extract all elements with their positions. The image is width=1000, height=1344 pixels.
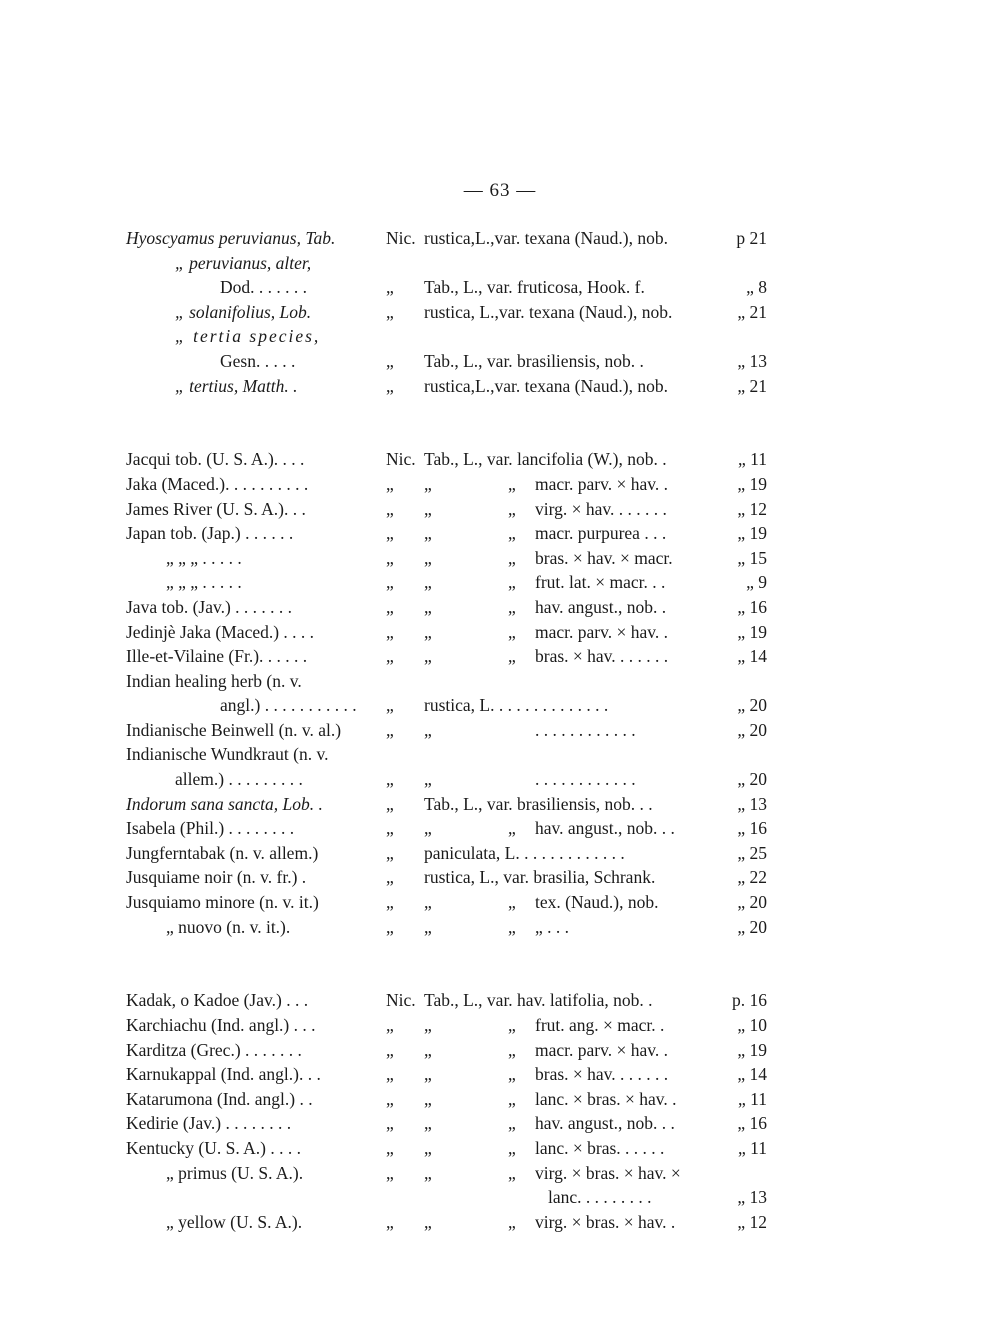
entry-genus: „	[386, 572, 394, 593]
entry-name: allem.) . . . . . . . . .	[175, 769, 303, 790]
entry-genus: „	[386, 473, 394, 494]
entry-name: „ yellow (U. S. A.).	[166, 1211, 303, 1232]
entry-species-ditto: „	[424, 769, 432, 790]
entry-species: Tab., L., var. brasiliensis, nob. . .	[424, 793, 653, 814]
index-entry	[0, 570, 1000, 595]
entry-name: Dod. . . . . . .	[220, 277, 308, 298]
entry-page: „ 19	[737, 1039, 767, 1060]
index-entry	[0, 497, 1000, 522]
entry-name: Ille-et-Vilaine (Fr.). . . . . .	[126, 646, 308, 667]
entry-page: „ 11	[738, 449, 767, 470]
entry-page: „ 8	[746, 277, 767, 298]
entry-variety-ditto: „	[508, 1039, 516, 1060]
entry-variety-ditto: „	[508, 596, 516, 617]
entry-variety: hav. angust., nob. .	[535, 596, 667, 617]
entry-species-ditto: „	[424, 646, 432, 667]
entry-variety-ditto: „	[508, 523, 516, 544]
entry-variety: tex. (Naud.), nob.	[535, 892, 659, 913]
entry-variety-ditto: „	[508, 1088, 516, 1109]
index-entry	[0, 1013, 1000, 1038]
index-entry	[0, 447, 1000, 472]
entry-name: Kentucky (U. S. A.) . . . .	[126, 1137, 301, 1158]
index-entry	[0, 792, 1000, 817]
entry-species-ditto: „	[424, 473, 432, 494]
entry-name: „ solanifolius, Lob.	[175, 301, 312, 322]
entry-variety-continued: lanc. . . . . . . . .	[548, 1187, 652, 1208]
index-entry	[0, 742, 1000, 767]
entry-name: Karnukappal (Ind. angl.). . .	[126, 1064, 321, 1085]
entry-species-ditto: „	[424, 1015, 432, 1035]
entry-page: „ 20	[737, 892, 767, 913]
entry-genus: „	[386, 818, 394, 839]
index-entry	[0, 816, 1000, 841]
entry-variety: bras. × hav. . . . . . .	[535, 646, 669, 667]
entry-genus: „	[386, 719, 394, 740]
entry-name: Katarumona (Ind. angl.) . .	[126, 1088, 313, 1109]
entry-species: rustica,L.,var. texana (Naud.), nob.	[424, 228, 668, 248]
section-gap	[0, 964, 1000, 989]
entry-variety: hav. angust., nob. . .	[535, 1113, 675, 1134]
index-entry	[0, 1185, 1000, 1210]
index-entry	[0, 1111, 1000, 1136]
entry-name: Jusquiame noir (n. v. fr.) .	[126, 867, 307, 888]
entry-page: „ 15	[737, 547, 767, 568]
index-entry	[0, 669, 1000, 694]
section-gap	[0, 398, 1000, 423]
entry-name: Indian healing herb (n. v.	[126, 670, 302, 691]
index-entry	[0, 1136, 1000, 1161]
entry-genus: Nic.	[386, 449, 416, 470]
entry-page: „ 19	[737, 523, 767, 544]
entry-species-ditto: „	[424, 1064, 432, 1085]
entry-name: Karchiachu (Ind. angl.) . . .	[126, 1015, 316, 1035]
entry-genus: „	[386, 695, 394, 716]
entry-name: Indianische Beinwell (n. v. al.)	[126, 719, 342, 740]
entry-variety-ditto: „	[508, 1162, 516, 1183]
entry-genus: Nic.	[386, 990, 416, 1011]
entry-variety: hav. angust., nob. . .	[535, 818, 675, 839]
entry-variety-ditto: „	[508, 1064, 516, 1085]
entry-page: „ 16	[737, 1113, 767, 1134]
entry-genus: „	[386, 769, 394, 790]
entry-species: rustica, L.,var. texana (Naud.), nob.	[424, 301, 673, 322]
entry-page: „ 19	[737, 621, 767, 642]
entry-variety-ditto: „	[508, 1137, 516, 1158]
entry-genus: „	[386, 1064, 394, 1085]
entry-genus: „	[386, 350, 394, 371]
entry-name: „ nuovo (n. v. it.).	[166, 916, 291, 937]
index-entry	[0, 1161, 1000, 1186]
index-entry	[0, 1087, 1000, 1112]
index-entry	[0, 890, 1000, 915]
entry-page: „ 19	[737, 473, 767, 494]
entry-genus: „	[386, 1088, 394, 1109]
entry-variety-ditto: „	[508, 892, 516, 913]
entry-page: „ 11	[738, 1088, 767, 1109]
entry-species-ditto: „	[424, 818, 432, 839]
entry-genus: „	[386, 301, 394, 322]
entry-name: Indorum sana sancta, Lob. .	[126, 793, 323, 814]
entry-genus: „	[386, 842, 394, 863]
entry-variety-ditto: „	[508, 818, 516, 839]
entry-species-ditto: „	[424, 572, 432, 593]
entry-species: Tab., L., var. hav. latifolia, nob. .	[424, 990, 653, 1011]
entry-genus: „	[386, 646, 394, 667]
entry-genus: „	[386, 892, 394, 913]
index-entry	[0, 1210, 1000, 1235]
entry-variety-ditto: „	[508, 572, 516, 593]
entry-page: „ 20	[737, 769, 767, 790]
entry-species-ditto: „	[424, 596, 432, 617]
entry-species-ditto: „	[424, 621, 432, 642]
index-entry	[0, 718, 1000, 743]
entry-name: Isabela (Phil.) . . . . . . . .	[126, 818, 295, 839]
entry-species-ditto: „	[424, 1211, 432, 1232]
entry-name: James River (U. S. A.). . .	[126, 498, 306, 519]
entry-name: Jedinjè Jaka (Maced.) . . . .	[126, 621, 315, 642]
entry-name: Kadak, o Kadoe (Jav.) . . .	[126, 990, 309, 1011]
entry-genus: „	[386, 1039, 394, 1060]
index-entry	[0, 767, 1000, 792]
entry-species: Tab., L., var. brasiliensis, nob. .	[424, 350, 644, 371]
entry-name: Java tob. (Jav.) . . . . . . .	[126, 596, 293, 617]
entry-page: „ 13	[737, 1187, 767, 1208]
entry-species-ditto: „	[424, 1113, 432, 1134]
entry-variety-ditto: „	[508, 1113, 516, 1134]
entry-page: „ 20	[737, 719, 767, 740]
index-entry	[0, 1038, 1000, 1063]
entry-genus: „	[386, 1113, 394, 1134]
index-entry	[0, 620, 1000, 645]
index-entry	[0, 546, 1000, 571]
index-entry	[0, 324, 1000, 349]
index-entry	[0, 300, 1000, 325]
entry-variety: lanc. × bras. . . . . .	[535, 1137, 665, 1158]
entry-genus: Nic.	[386, 228, 416, 248]
entry-variety: virg. × bras. × hav. .	[535, 1211, 676, 1232]
entry-page: „ 12	[737, 498, 767, 519]
entry-genus: „	[386, 1211, 394, 1232]
entry-page: „ 20	[737, 916, 767, 937]
entry-genus: „	[386, 621, 394, 642]
entry-page: „ 9	[746, 572, 767, 593]
entry-name: Jungferntabak (n. v. allem.)	[126, 842, 319, 863]
entry-variety-ditto: „	[508, 473, 516, 494]
entry-genus: „	[386, 375, 394, 396]
entry-variety: macr. parv. × hav. .	[535, 1039, 668, 1060]
entry-name: Kedirie (Jav.) . . . . . . . .	[126, 1113, 292, 1134]
entry-page: p 21	[736, 228, 767, 248]
entry-variety-ditto: „	[508, 621, 516, 642]
index-entry	[0, 595, 1000, 620]
entry-name: „ tertia species,	[175, 326, 321, 347]
entry-variety: virg. × bras. × hav. ×	[535, 1162, 681, 1183]
entry-variety: . . . . . . . . . . . .	[535, 719, 636, 740]
index-entry	[0, 988, 1000, 1013]
entry-genus: „	[386, 1015, 394, 1035]
entry-species-ditto: „	[424, 498, 432, 519]
index-entry	[0, 374, 1000, 399]
entry-species: rustica, L. . . . . . . . . . . . . .	[424, 695, 609, 716]
index-entry	[0, 865, 1000, 890]
entry-variety: macr. purpurea . . .	[535, 523, 667, 544]
entry-variety-ditto: „	[508, 1211, 516, 1232]
entry-name: Jusquiamo minore (n. v. it.)	[126, 892, 319, 913]
entry-page: „ 25	[737, 842, 767, 863]
section-gap	[0, 939, 1000, 964]
entry-species-ditto: „	[424, 1162, 432, 1183]
entry-page: „ 21	[737, 301, 767, 322]
entry-name: „ „ „ . . . . .	[166, 547, 242, 568]
entry-species: Tab., L., var. fruticosa, Hook. f.	[424, 277, 645, 298]
entry-species: Tab., L., var. lancifolia (W.), nob. .	[424, 449, 667, 470]
page-number: — 63 —	[463, 180, 537, 201]
index-entry	[0, 349, 1000, 374]
entry-genus: „	[386, 498, 394, 519]
entry-name: „ primus (U. S. A.).	[166, 1162, 304, 1183]
entry-species-ditto: „	[424, 547, 432, 568]
entry-variety: „ . . .	[535, 916, 570, 937]
entry-genus: „	[386, 793, 394, 814]
entry-variety-ditto: „	[508, 547, 516, 568]
entry-species-ditto: „	[424, 1039, 432, 1060]
index-entry	[0, 226, 1000, 251]
entry-genus: „	[386, 277, 394, 298]
entry-species-ditto: „	[424, 1137, 432, 1158]
index-entry	[0, 251, 1000, 276]
entry-variety: lanc. × bras. × hav. .	[535, 1088, 677, 1109]
entry-name: Jaka (Maced.). . . . . . . . . .	[126, 473, 309, 494]
index-entry	[0, 693, 1000, 718]
entry-page: „ 21	[737, 375, 767, 396]
entry-page: „ 14	[737, 1064, 767, 1085]
entry-variety: frut. lat. × macr. . .	[535, 572, 666, 593]
entry-page: „ 16	[737, 818, 767, 839]
entry-genus: „	[386, 867, 394, 888]
entry-species-ditto: „	[424, 892, 432, 913]
entry-genus: „	[386, 547, 394, 568]
entry-species: rustica, L., var. brasilia, Schrank.	[424, 867, 656, 888]
entry-page: „ 22	[737, 867, 767, 888]
entry-name: Gesn. . . . .	[220, 350, 296, 371]
entry-genus: „	[386, 523, 394, 544]
entry-variety: frut. ang. × macr. .	[535, 1015, 665, 1035]
entry-variety-ditto: „	[508, 1015, 516, 1035]
entry-species-ditto: „	[424, 1088, 432, 1109]
entry-name: Japan tob. (Jap.) . . . . . .	[126, 523, 294, 544]
index-entry	[0, 275, 1000, 300]
index-list	[0, 226, 1000, 1234]
entry-page: „ 11	[738, 1137, 767, 1158]
entry-name: „ tertius, Matth. .	[175, 375, 298, 396]
entry-page: „ 13	[737, 793, 767, 814]
entry-species-ditto: „	[424, 523, 432, 544]
entry-species: rustica,L.,var. texana (Naud.), nob.	[424, 375, 668, 396]
entry-variety: bras. × hav. × macr.	[535, 547, 673, 568]
index-entry	[0, 521, 1000, 546]
section-gap	[0, 423, 1000, 448]
entry-variety: bras. × hav. . . . . . .	[535, 1064, 669, 1085]
entry-variety-ditto: „	[508, 498, 516, 519]
index-entry	[0, 644, 1000, 669]
entry-genus: „	[386, 916, 394, 937]
entry-species: paniculata, L. . . . . . . . . . . . .	[424, 842, 625, 863]
entry-page: „ 20	[737, 695, 767, 716]
entry-name: angl.) . . . . . . . . . . .	[220, 695, 357, 716]
index-entry	[0, 472, 1000, 497]
entry-species-ditto: „	[424, 916, 432, 937]
entry-species-ditto: „	[424, 719, 432, 740]
entry-page: p. 16	[732, 990, 767, 1011]
entry-page: „ 16	[737, 596, 767, 617]
index-entry	[0, 841, 1000, 866]
entry-genus: „	[386, 1137, 394, 1158]
entry-name: „ peruvianus, alter,	[175, 252, 312, 273]
entry-variety: macr. parv. × hav. .	[535, 621, 668, 642]
entry-name: „ „ „ . . . . .	[166, 572, 242, 593]
entry-variety: . . . . . . . . . . . .	[535, 769, 636, 790]
entry-variety: macr. parv. × hav. .	[535, 473, 668, 494]
entry-name: Hyoscyamus peruvianus, Tab.	[126, 228, 336, 248]
index-entry	[0, 915, 1000, 940]
entry-variety-ditto: „	[508, 646, 516, 667]
entry-name: Jacqui tob. (U. S. A.). . . .	[126, 449, 305, 470]
entry-page: „ 12	[737, 1211, 767, 1232]
entry-page: „ 10	[737, 1015, 767, 1035]
entry-name: Indianische Wundkraut (n. v.	[126, 744, 329, 765]
entry-page: „ 14	[737, 646, 767, 667]
index-entry	[0, 1062, 1000, 1087]
entry-variety-ditto: „	[508, 916, 516, 937]
entry-name: Karditza (Grec.) . . . . . . .	[126, 1039, 302, 1060]
entry-genus: „	[386, 596, 394, 617]
entry-variety: virg. × hav. . . . . . .	[535, 498, 667, 519]
entry-genus: „	[386, 1162, 394, 1183]
entry-page: „ 13	[737, 350, 767, 371]
